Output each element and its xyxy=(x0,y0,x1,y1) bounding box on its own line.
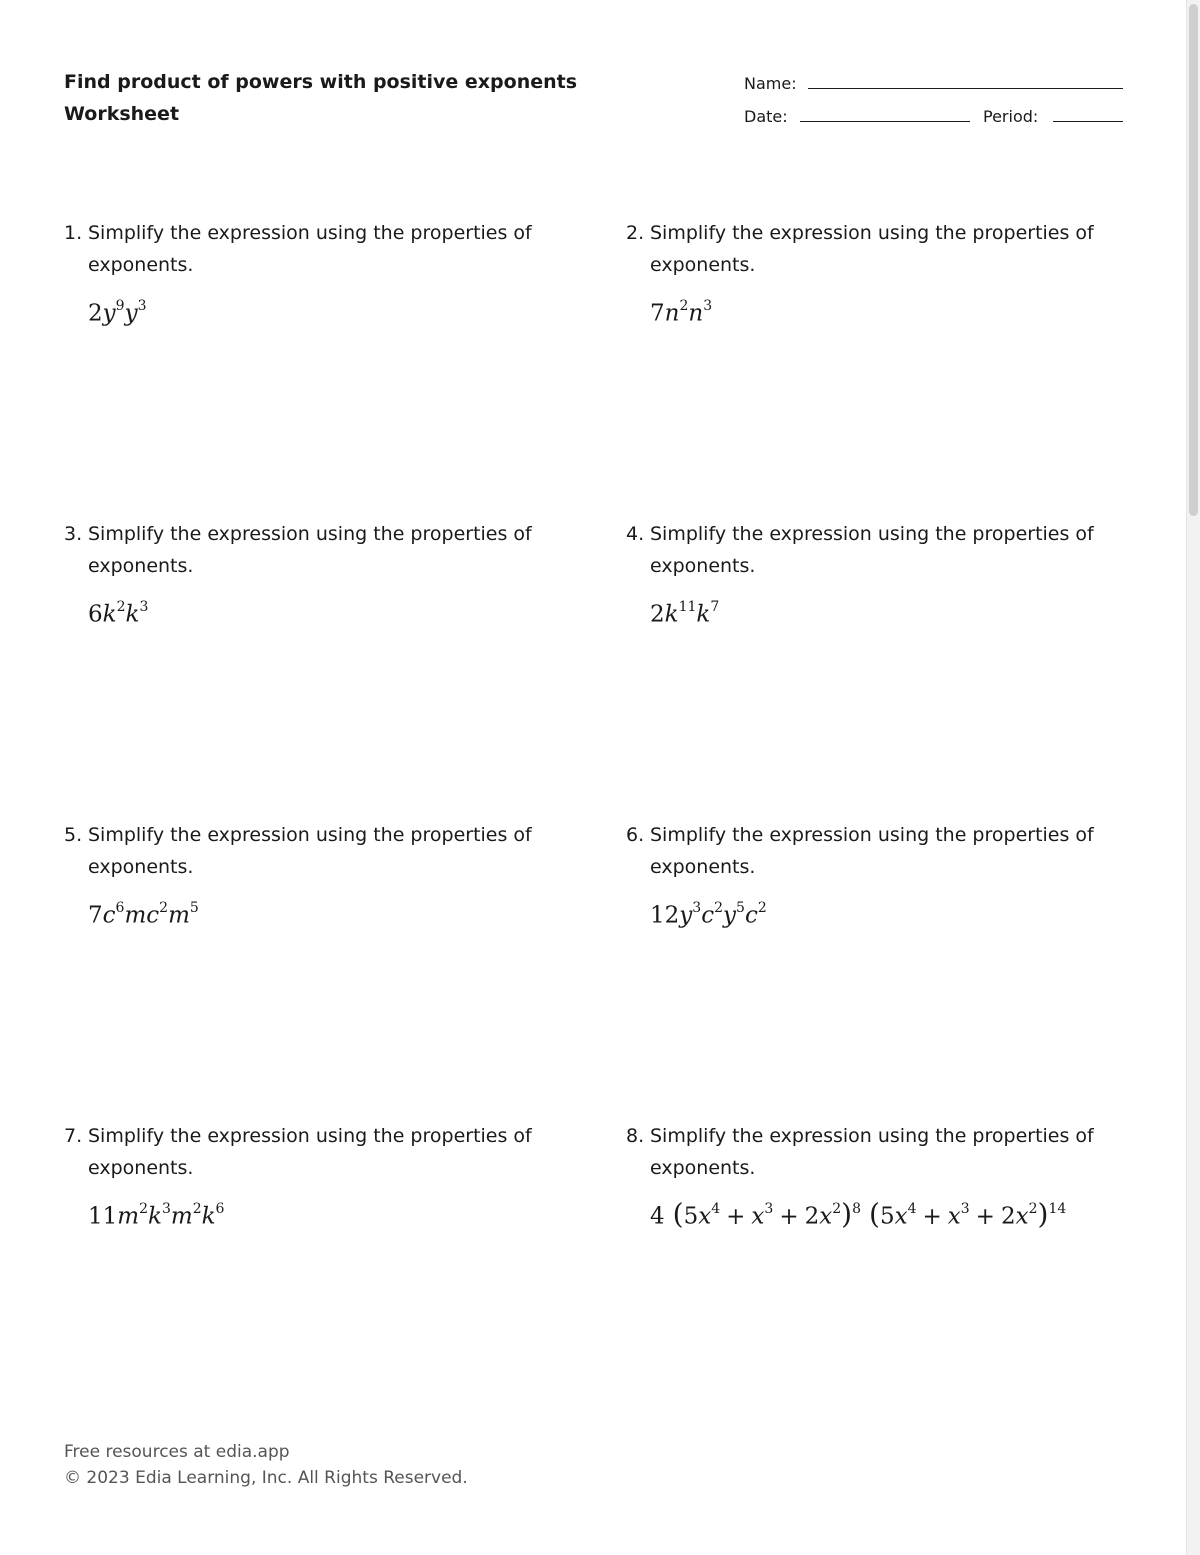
math-exponent: 3 xyxy=(703,298,713,314)
math-exponent: 2 xyxy=(159,900,169,916)
math-variable: c xyxy=(102,902,116,929)
problem-number: 6. xyxy=(626,824,645,846)
math-exponent: 3 xyxy=(137,298,147,314)
math-exponent: 3 xyxy=(161,1201,171,1217)
math-expression xyxy=(88,592,544,632)
math-exponent: 2 xyxy=(832,1201,842,1217)
math-exponent: 3 xyxy=(960,1201,970,1217)
problem-prompt xyxy=(64,819,544,883)
problem-prompt xyxy=(64,1120,544,1184)
math-variable: n xyxy=(664,300,680,327)
math-variable: m xyxy=(117,1203,140,1230)
problem-6 xyxy=(626,819,1106,933)
math-exponent: 4 xyxy=(711,1201,721,1217)
math-exponent: 6 xyxy=(215,1201,225,1217)
math-variable: m xyxy=(168,902,190,929)
math-exponent: 3 xyxy=(139,599,149,615)
math-variable: y xyxy=(124,300,138,327)
math-operator: + xyxy=(779,1203,799,1230)
math-exponent: 11 xyxy=(678,599,697,615)
math-coefficient: 7 xyxy=(650,300,665,327)
math-coefficient: 7 xyxy=(88,902,103,929)
problem-4 xyxy=(626,518,1106,632)
prompt-text: Simplify the expression using the properties of exponents. xyxy=(88,824,532,878)
math-variable: n xyxy=(688,300,704,327)
math-coefficient: 2 xyxy=(1000,1203,1016,1230)
problem-number: 4. xyxy=(626,523,645,545)
title-line-2: Worksheet xyxy=(64,103,180,125)
math-coefficient: 4 xyxy=(650,1203,665,1230)
problem-prompt xyxy=(64,217,544,281)
name-line xyxy=(808,88,1123,89)
math-variable: x xyxy=(1015,1203,1029,1230)
math-variable: y xyxy=(102,300,116,327)
math-expression xyxy=(650,592,1106,632)
math-expression xyxy=(88,1194,544,1234)
math-coefficient: 5 xyxy=(879,1203,895,1230)
date-line xyxy=(800,121,970,122)
math-exponent: 14 xyxy=(1048,1201,1067,1217)
math-coefficient: 11 xyxy=(88,1203,118,1230)
math-variable: y xyxy=(679,902,693,929)
math-expression xyxy=(650,291,1106,331)
prompt-text: Simplify the expression using the properties of exponents. xyxy=(650,824,1094,878)
math-exponent: 2 xyxy=(679,298,689,314)
math-exponent: 7 xyxy=(710,599,720,615)
math-exponent: 2 xyxy=(714,900,724,916)
prompt-text: Simplify the expression using the properties of exponents. xyxy=(88,1125,532,1179)
math-exponent: 3 xyxy=(692,900,702,916)
problem-prompt xyxy=(626,217,1106,281)
math-variable: x xyxy=(819,1203,833,1230)
footer-copyright: © 2023 Edia Learning, Inc. All Rights Reserved. xyxy=(64,1468,468,1488)
problem-3 xyxy=(64,518,544,632)
math-variable: x xyxy=(947,1203,961,1230)
math-coefficient: 2 xyxy=(88,300,103,327)
math-exponent: 2 xyxy=(1028,1201,1038,1217)
math-operator: + xyxy=(975,1203,995,1230)
math-operator: + xyxy=(922,1203,942,1230)
problem-number: 7. xyxy=(64,1125,83,1147)
math-parenthesis: ) xyxy=(1037,1197,1049,1231)
math-parenthesis: ( xyxy=(672,1197,684,1231)
math-coefficient: 12 xyxy=(650,902,680,929)
period-label: Period: xyxy=(983,107,1039,126)
math-variable: k xyxy=(125,601,140,628)
math-expression xyxy=(88,291,544,331)
problem-number: 3. xyxy=(64,523,83,545)
math-parenthesis: ) xyxy=(841,1197,853,1231)
problem-8 xyxy=(626,1120,1146,1234)
footer-resources-link[interactable]: Free resources at edia.app xyxy=(64,1442,290,1462)
math-exponent: 2 xyxy=(139,1201,149,1217)
date-label: Date: xyxy=(744,107,788,126)
math-variable: m xyxy=(170,1203,193,1230)
prompt-text: Simplify the expression using the properties of exponents. xyxy=(88,523,532,577)
math-expression xyxy=(88,893,544,933)
math-variable: y xyxy=(723,902,737,929)
math-exponent: 6 xyxy=(115,900,125,916)
prompt-text: Simplify the expression using the properties of exponents. xyxy=(650,523,1094,577)
problem-prompt xyxy=(64,518,544,582)
math-variable: k xyxy=(201,1203,216,1230)
math-operator: + xyxy=(726,1203,746,1230)
prompt-text: Simplify the expression using the properties of exponents. xyxy=(650,1125,1094,1179)
math-variable: k xyxy=(664,601,679,628)
math-variable: k xyxy=(102,601,117,628)
math-variable: x xyxy=(698,1203,712,1230)
math-variable: c xyxy=(146,902,160,929)
worksheet-title xyxy=(64,66,584,130)
title-line-1: Find product of powers with positive exponents xyxy=(64,71,578,93)
period-line xyxy=(1053,121,1123,122)
problem-prompt xyxy=(626,819,1106,883)
name-label: Name: xyxy=(744,74,797,93)
problem-2 xyxy=(626,217,1106,331)
math-variable: x xyxy=(894,1203,908,1230)
math-variable: c xyxy=(744,902,758,929)
prompt-text: Simplify the expression using the properties of exponents. xyxy=(650,222,1094,276)
math-coefficient: 2 xyxy=(804,1203,820,1230)
prompt-text: Simplify the expression using the properties of exponents. xyxy=(88,222,532,276)
math-exponent: 5 xyxy=(189,900,199,916)
problem-prompt xyxy=(626,518,1106,582)
math-exponent: 5 xyxy=(736,900,745,916)
problem-5 xyxy=(64,819,544,933)
math-variable: x xyxy=(751,1203,765,1230)
problem-number: 8. xyxy=(626,1125,645,1147)
math-variable: m xyxy=(124,902,147,929)
math-expression xyxy=(650,893,1106,933)
problem-number: 2. xyxy=(626,222,645,244)
scrollbar-thumb[interactable] xyxy=(1189,4,1198,516)
math-exponent: 4 xyxy=(907,1201,917,1217)
math-coefficient: 5 xyxy=(683,1203,699,1230)
problem-number: 1. xyxy=(64,222,83,244)
math-coefficient: 2 xyxy=(650,601,665,628)
problem-prompt xyxy=(626,1120,1130,1184)
math-exponent: 9 xyxy=(115,298,125,314)
footer xyxy=(64,1439,468,1491)
math-exponent: 2 xyxy=(116,599,126,615)
math-variable: c xyxy=(701,902,715,929)
math-exponent: 2 xyxy=(192,1201,202,1217)
math-coefficient: 6 xyxy=(88,601,103,628)
math-exponent: 3 xyxy=(764,1201,774,1217)
problem-1 xyxy=(64,217,544,331)
math-parenthesis: ( xyxy=(869,1197,880,1231)
math-exponent: 8 xyxy=(852,1201,861,1217)
vertical-scrollbar[interactable] xyxy=(1186,0,1200,1555)
problem-7 xyxy=(64,1120,544,1234)
math-variable: k xyxy=(696,601,711,628)
problem-number: 5. xyxy=(64,824,83,846)
math-expression xyxy=(650,1194,1146,1234)
math-variable: k xyxy=(148,1203,162,1230)
math-exponent: 2 xyxy=(757,900,767,916)
